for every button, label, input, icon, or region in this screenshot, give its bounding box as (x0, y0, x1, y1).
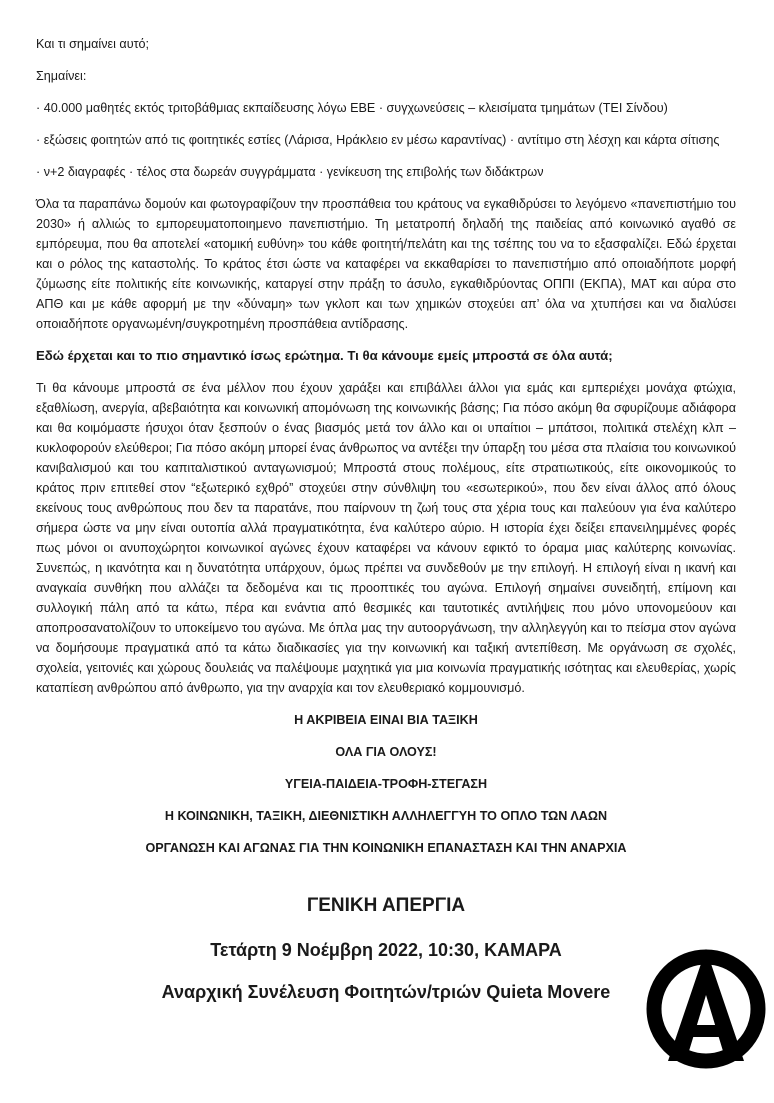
slogan-line: ΟΛΑ ΓΙΑ ΟΛΟΥΣ! (335, 745, 437, 759)
organizer-name: Αναρχική Συνέλευση Φοιτητών/τριών Quieta Movere (161, 982, 611, 1002)
slogan-line: ΟΡΓΑΝΩΣΗ ΚΑΙ ΑΓΩΝΑΣ ΓΙΑ ΤΗΝ ΚΟΙΝΩΝΙΚΗ ΕΠΑΝΑΣΤΑΣΗ ΚΑΙ ΤΗΝ ΑΝΑΡΧΙΑ (145, 841, 627, 855)
intro-means: Σημαίνει: (36, 69, 87, 83)
event-date-place: Τετάρτη 9 Νοέμβρη 2022, 10:30, ΚΑΜΑΡΑ (210, 940, 562, 960)
intro-question: Και τι σημαίνει αυτό; (36, 37, 150, 51)
bullet-line: · ν+2 διαγραφές · τέλος στα δωρεάν συγγράμματα · γενίκευση της επιβολής των διδάκτρων (36, 165, 544, 179)
bullet-line: · 40.000 μαθητές εκτός τριτοβάθμιας εκπαίδευσης λόγω ΕΒΕ · συγχωνεύσεις – κλεισίματα τμημάτων (ΤΕΙ Σίνδου) (36, 101, 668, 115)
general-strike-title: ΓΕΝΙΚΗ ΑΠΕΡΓΙΑ (306, 895, 466, 916)
slogans-block (36, 710, 736, 858)
circle-a-anarchy-icon (642, 945, 770, 1073)
footer-block (36, 894, 736, 1004)
question-heading: Εδώ έρχεται και το πιο σημαντικό ίσως ερώτημα. Τι θα κάνουμε εμείς μπροστά σε όλα αυτά; (36, 348, 613, 363)
slogan-line: Η ΚΟΙΝΩΝΙΚΗ, ΤΑΞΙΚΗ, ΔΙΕΘΝΙΣΤΙΚΗ ΑΛΛΗΛΕΓΓΥΗ ΤΟ ΟΠΛΟ ΤΩΝ ΛΑΩΝ (164, 809, 608, 823)
paragraph-state-plan: Όλα τα παραπάνω δομούν και φωτογραφίζουν την προσπάθεια του κράτους να εγκαθιδρύσει το λεγόμενο «πανεπιστήμιο του 2030» ή αλλιώς το εμπορευματοποιημενο πανεπιστήμιο. Τη μετατροπή δηλαδή της παιδείας από κοινωνικό αγαθό σε εμπόρευμα, που θα αποτελεί «ατομική ευθύνη» του κάθε φοιτητή/πελάτη και της τσέπης του να το εξασφαλίζει. Εδώ έρχεται και ο ρόλος της καταστολής. Το κράτος έτσι ώστε να καταφέρει να εκκαθαρίσει το πανεπιστήμιο από οποιαδήποτε μορφή ζύμωσης είτε πολιτικής είτε κοινωνικής, καταργεί στην πράξη το άσυλο, εγκαθιδρύοντας ΟΠΠΙ (ΕΚΠΑ), ΜΑΤ και αύρα στο ΑΠΘ και με κάθε αφορμή με την «δύναμη» των γκλοπ και των χημικών στοχεύει απ’ όλα να χτυπήσει και να διαλύσει οποιαδήποτε οργανωμένη/συγκροτημένη προσπάθεια αντίδρασης. (36, 197, 736, 331)
slogan-line: ΥΓΕΙΑ-ΠΑΙΔΕΙΑ-ΤΡΟΦΗ-ΣΤΕΓΑΣΗ (284, 777, 488, 791)
slogan-line: Η ΑΚΡΙΒΕΙΑ ΕΙΝΑΙ ΒΙΑ ΤΑΞΙΚΗ (294, 713, 478, 727)
bullet-line: · εξώσεις φοιτητών από τις φοιτητικές εστίες (Λάρισα, Ηράκλειο εν μέσω καραντίνας) · αντίτιμο στη λέσχη και κάρτα σίτισης (36, 133, 720, 147)
paragraph-what-to-do: Τι θα κάνουμε μπροστά σε ένα μέλλον που έχουν χαράξει και επιβάλλει άλλοι για εμάς και εμπεριέχει μονάχα φτώχια, εξαθλίωση, ανεργία, αβεβαιότητα και κοινωνική απομόνωση της κοινωνικής βάσης; Για πόσο ακόμη θα σφυρίζουμε αδιάφορα και θα κοιμόμαστε ήσυχοι όταν ξεσπούν ο ένας βιασμός μετά τον άλλο και οι υπαίτιοι – μπάτσοι, πολιτικά στελέχη κλπ – κυκλοφορούν ελεύθεροι; Για πόσο ακόμη μπορεί ένας άνθρωπος να αντέξει την ύπαρξη του μέσα στα πλαίσια του κοινωνικού κανιβαλισμού και του καπιταλιστικού ανταγωνισμού; Μπροστά στους πολέμους, είτε στρατιωτικούς, είτε οικονομικούς το κράτος πριν επιτεθεί στον “εξωτερικό εχθρό” στοχεύει στην σύνθλιψη του «εσωτερικού», που δεν είναι άλλος από όλους εκείνους τους ανθρώπους που δεν τα παρατάνε, που παίρνουν τη ζωή τους στα χέρια τους και παλεύουν για ένα καλύτερο σήμερα ώστε να μην είναι ουτοπία αλλά πραγματικότητα, ένα καλύτερο αύριο. Η ιστορία έχει δείξει επανειλημμένες φορές πως μόνοι οι ανυποχώρητοι κοινωνικοί αγώνες έχουν καταφέρει να κάνουν εφικτό το όραμα μιας καλύτερης κοινωνίας. Συνεπώς, η ικανότητα και η δυνατότητα υπάρχουν, όμως πρέπει να συνδεθούν με την επιλογή. Η επιλογή είναι η ικανή και αναγκαία συνθήκη που αλλάζει τα δεδομένα και τις προοπτικές του αγώνα. Επιλογή σημαίνει συνειδητή, επίμονη και συλλογική πάλη από τα κάτω, πέρα και ενάντια από θεσμικές και ταυτοτικές αντιλήψεις που μόνο υπονομεύουν και αποπροσανατολίζουν το υποκείμενο του αγώνα. Με όπλα μας την αυτοοργάνωση, την αλληλεγγύη και το πείσμα στον αγώνα να δομήσουμε πραγματικά από τα κάτω διαδικασίες για την κοινωνική και ταξική αντεπίθεση. Με οργάνωση σε σχολές, σχολεία, γειτονιές και χώρους δουλειάς να παλέψουμε μαχητικά για μια κοινωνία πραγματικής ισότητας και ελευθερίας, χωρίς καταπίεση ανθρώπου από άνθρωπο, για την αναρχία και τον ελευθεριακό κομμουνισμό. (36, 381, 736, 695)
